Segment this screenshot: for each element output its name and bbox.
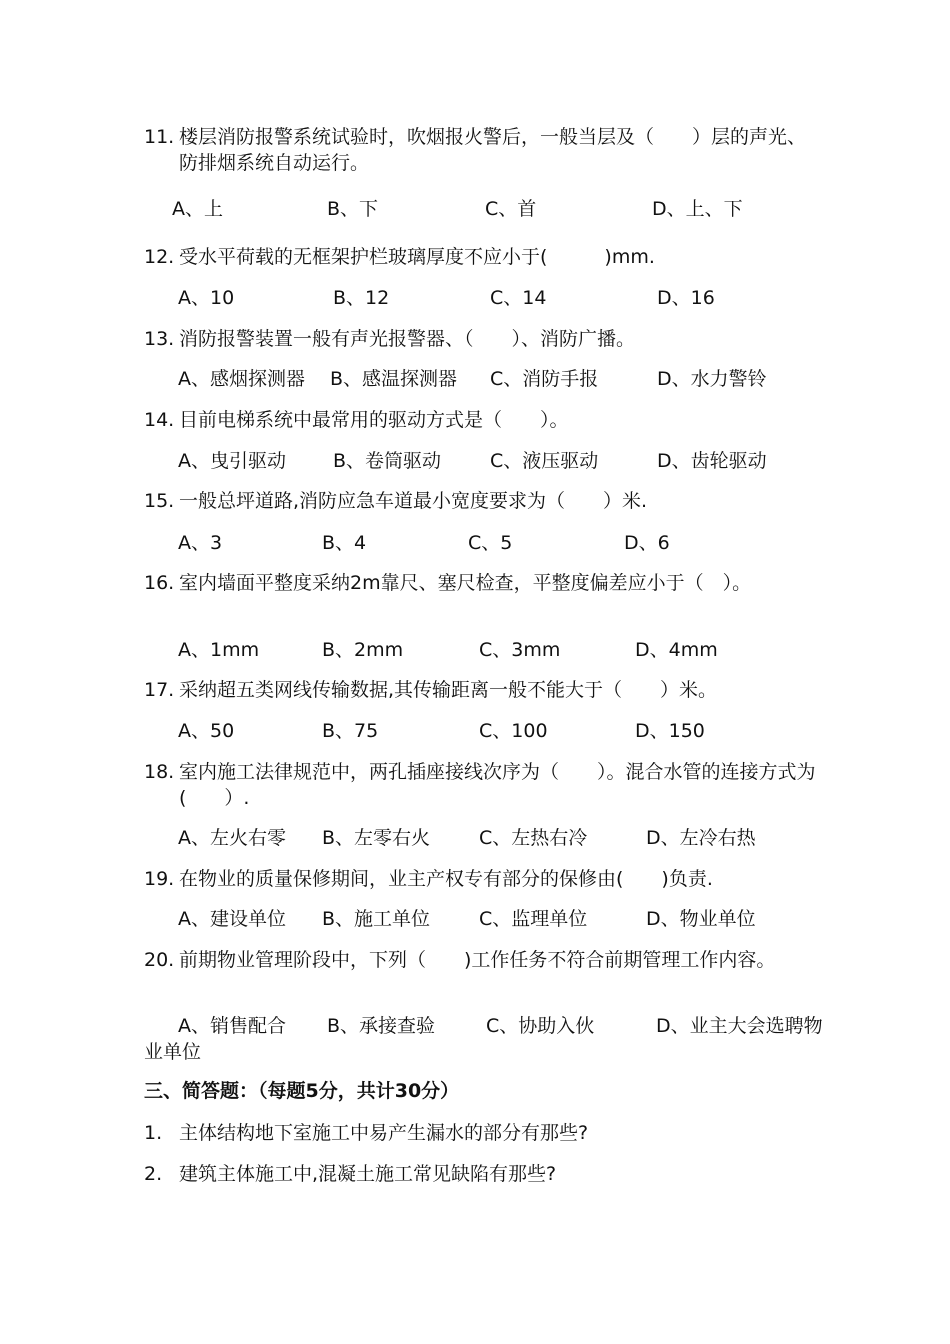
short-answer-1 bbox=[144, 1120, 589, 1146]
option-d: D、上、下 bbox=[652, 198, 743, 220]
options-20 bbox=[144, 1013, 824, 1063]
question-16 bbox=[144, 570, 824, 596]
option-b: B、卷筒驱动 bbox=[333, 450, 442, 472]
question-text: 室内墙面平整度采纳2m靠尺、塞尺检查，平整度偏差应小于（ ）。 bbox=[179, 572, 752, 594]
option-b: B、12 bbox=[333, 287, 390, 309]
question-text: 受水平荷载的无框架护栏玻璃厚度不应小于( )mm. bbox=[179, 246, 655, 268]
question-number: 12. bbox=[144, 246, 175, 268]
question-number: 15. bbox=[144, 490, 175, 512]
option-a: A、销售配合 bbox=[178, 1015, 286, 1037]
option-d: D、150 bbox=[635, 720, 705, 742]
option-d: D、左冷右热 bbox=[646, 827, 756, 849]
options-19 bbox=[178, 906, 838, 932]
question-text: 一般总坪道路,消防应急车道最小宽度要求为（ ）米. bbox=[179, 490, 648, 512]
options-16 bbox=[178, 637, 838, 663]
option-d: D、4mm bbox=[635, 639, 718, 661]
options-17 bbox=[178, 718, 838, 744]
option-c: C、左热右冷 bbox=[479, 827, 588, 849]
option-c: C、监理单位 bbox=[479, 908, 588, 930]
option-c: C、5 bbox=[468, 532, 513, 554]
question-text: 楼层消防报警系统试验时，吹烟报火警后，一般当层及（ ）层的声光、防排烟系统自动运行。 bbox=[179, 126, 807, 174]
short-answer-number: 2. bbox=[144, 1163, 163, 1185]
question-number: 19. bbox=[144, 868, 175, 890]
options-12 bbox=[178, 285, 838, 311]
question-18 bbox=[144, 759, 824, 811]
option-b: B、左零右火 bbox=[322, 827, 431, 849]
option-d: D、水力警铃 bbox=[657, 368, 767, 390]
question-13 bbox=[144, 326, 824, 352]
question-number: 16. bbox=[144, 572, 175, 594]
option-d: D、6 bbox=[624, 532, 670, 554]
question-17 bbox=[144, 677, 824, 703]
section-title: 三、简答题：（每题5分，共计30分） bbox=[144, 1080, 460, 1102]
option-b: B、承接查验 bbox=[327, 1015, 436, 1037]
option-a: A、10 bbox=[178, 287, 235, 309]
question-number: 11. bbox=[144, 126, 175, 148]
question-15 bbox=[144, 488, 824, 514]
option-b: B、2mm bbox=[322, 639, 404, 661]
option-a: A、50 bbox=[178, 720, 235, 742]
option-a: A、上 bbox=[172, 198, 223, 220]
option-c: C、消防手报 bbox=[490, 368, 599, 390]
question-text: 消防报警装置一般有声光报警器、（ ）、消防广播。 bbox=[179, 328, 636, 350]
question-text: 室内施工法律规范中，两孔插座接线次序为（ ）。混合水管的连接方式为( ）. bbox=[179, 761, 816, 809]
option-c: C、首 bbox=[485, 198, 537, 220]
short-answer-2 bbox=[144, 1161, 557, 1187]
question-number: 14. bbox=[144, 409, 175, 431]
short-answer-text: 建筑主体施工中,混凝土施工常见缺陷有那些? bbox=[179, 1163, 557, 1185]
question-14 bbox=[144, 407, 824, 433]
option-c: C、3mm bbox=[479, 639, 561, 661]
option-c: C、协助入伙 bbox=[486, 1015, 595, 1037]
option-a: A、建设单位 bbox=[178, 908, 286, 930]
option-d: D、16 bbox=[657, 287, 715, 309]
short-answer-text: 主体结构地下室施工中易产生漏水的部分有那些? bbox=[179, 1122, 589, 1144]
question-text: 采纳超五类网线传输数据,其传输距离一般不能大于（ ）米。 bbox=[179, 679, 718, 701]
option-c: C、14 bbox=[490, 287, 547, 309]
option-a: A、曳引驱动 bbox=[178, 450, 286, 472]
question-text: 前期物业管理阶段中，下列（ )工作任务不符合前期管理工作内容。 bbox=[179, 949, 776, 971]
option-a: A、左火右零 bbox=[178, 827, 286, 849]
options-14 bbox=[178, 448, 838, 474]
options-18 bbox=[178, 825, 838, 851]
option-a: A、3 bbox=[178, 532, 223, 554]
option-a: A、1mm bbox=[178, 639, 260, 661]
option-d: D、业主大会选聘物业单位 bbox=[144, 1015, 823, 1063]
options-15 bbox=[178, 530, 838, 556]
question-number: 13. bbox=[144, 328, 175, 350]
question-11 bbox=[144, 124, 824, 176]
option-d: D、齿轮驱动 bbox=[657, 450, 767, 472]
option-c: C、100 bbox=[479, 720, 548, 742]
option-b: B、4 bbox=[322, 532, 367, 554]
option-a: A、感烟探测器 bbox=[178, 368, 305, 390]
question-number: 20. bbox=[144, 949, 175, 971]
options-11 bbox=[172, 196, 832, 222]
option-b: B、下 bbox=[327, 198, 379, 220]
question-number: 17. bbox=[144, 679, 175, 701]
question-text: 在物业的质量保修期间，业主产权专有部分的保修由( )负责. bbox=[179, 868, 713, 890]
question-20 bbox=[144, 947, 824, 973]
short-answer-number: 1. bbox=[144, 1122, 163, 1144]
question-12 bbox=[144, 244, 824, 270]
options-13 bbox=[178, 366, 838, 392]
question-text: 目前电梯系统中最常用的驱动方式是（ ）。 bbox=[179, 409, 569, 431]
option-b: B、感温探测器 bbox=[330, 368, 458, 390]
option-c: C、液压驱动 bbox=[490, 450, 599, 472]
question-number: 18. bbox=[144, 761, 175, 783]
option-b: B、施工单位 bbox=[322, 908, 431, 930]
question-19 bbox=[144, 866, 824, 892]
option-b: B、75 bbox=[322, 720, 379, 742]
option-d: D、物业单位 bbox=[646, 908, 756, 930]
option-d-wrapper bbox=[144, 1013, 824, 1065]
